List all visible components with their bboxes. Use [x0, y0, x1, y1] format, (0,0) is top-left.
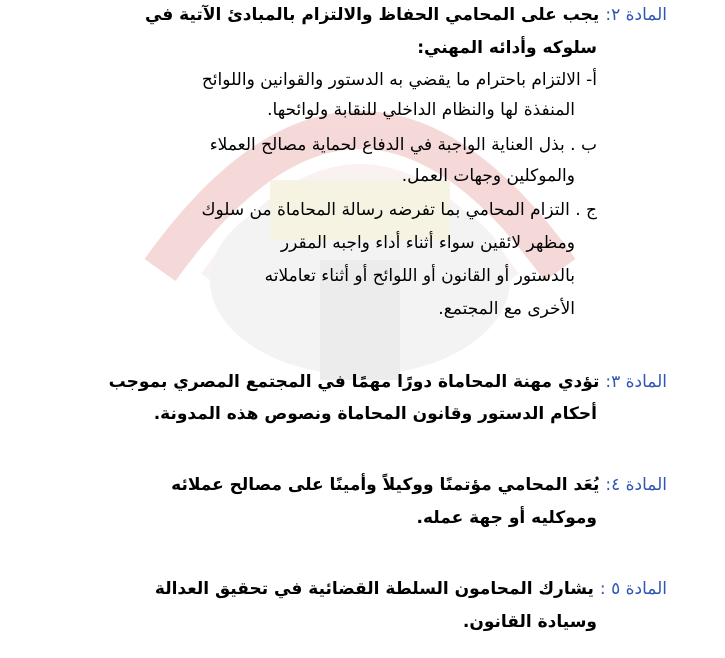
- article2-item-c-line4: الأخرى مع المجتمع.: [438, 299, 575, 319]
- article2-item-b-line1: ب . بذل العناية الواجبة في الدفاع لحماية مصالح العملاء: [209, 135, 597, 155]
- article2-item-c-line3: بالدستور أو القانون أو اللوائح أو أثناء تعاملاته: [264, 266, 575, 286]
- article5-text: يشارك المحامون السلطة القضائية في تحقيق العدالة: [154, 579, 594, 599]
- article2-item-a-line2: المنفذة لها والنظام الداخلي للنقابة ولوائحها.: [267, 100, 575, 120]
- article2-heading-text: يجب على المحامي الحفاظ والالتزام بالمبادئ الآتية في: [144, 5, 600, 25]
- article3-label: المادة ٣:: [605, 372, 667, 392]
- article4-line1: [171, 474, 667, 496]
- article4-line2: وموكليه أو جهة عمله.: [416, 508, 597, 528]
- article5-label: المادة ٥ :: [599, 579, 667, 599]
- article5-line2: وسيادة القانون.: [462, 612, 597, 632]
- article3-line2: أحكام الدستور وقانون المحاماة ونصوص هذه المدونة.: [153, 404, 597, 424]
- article2-heading-line1: [145, 4, 667, 26]
- article2-heading-line2: سلوكه وأدائه المهني:: [417, 38, 597, 58]
- article2-item-c-line1: ج . التزام المحامي بما تفرضه رسالة المحاماة من سلوك: [201, 200, 597, 220]
- article5-line1: [155, 578, 667, 600]
- article2-item-b-line2: والموكلين وجهات العمل.: [401, 166, 575, 186]
- article3-line1: [109, 371, 667, 393]
- article4-text: يُعَد المحامي مؤتمنًا ووكيلاً وأمينًا على مصالح عملائه: [171, 475, 600, 495]
- article3-text: تؤدي مهنة المحاماة دورًا مهمًا في المجتمع المصري بموجب: [108, 372, 600, 392]
- article2-label: المادة ٢:: [605, 5, 667, 25]
- article2-item-c-line2: ومظهر لائقين سواء أثناء أداء واجبه المقرر: [280, 233, 575, 253]
- article2-item-a-line1: أ- الالتزام باحترام ما يقضي به الدستور والقوانين واللوائح: [201, 70, 597, 90]
- article4-label: المادة ٤:: [605, 475, 667, 495]
